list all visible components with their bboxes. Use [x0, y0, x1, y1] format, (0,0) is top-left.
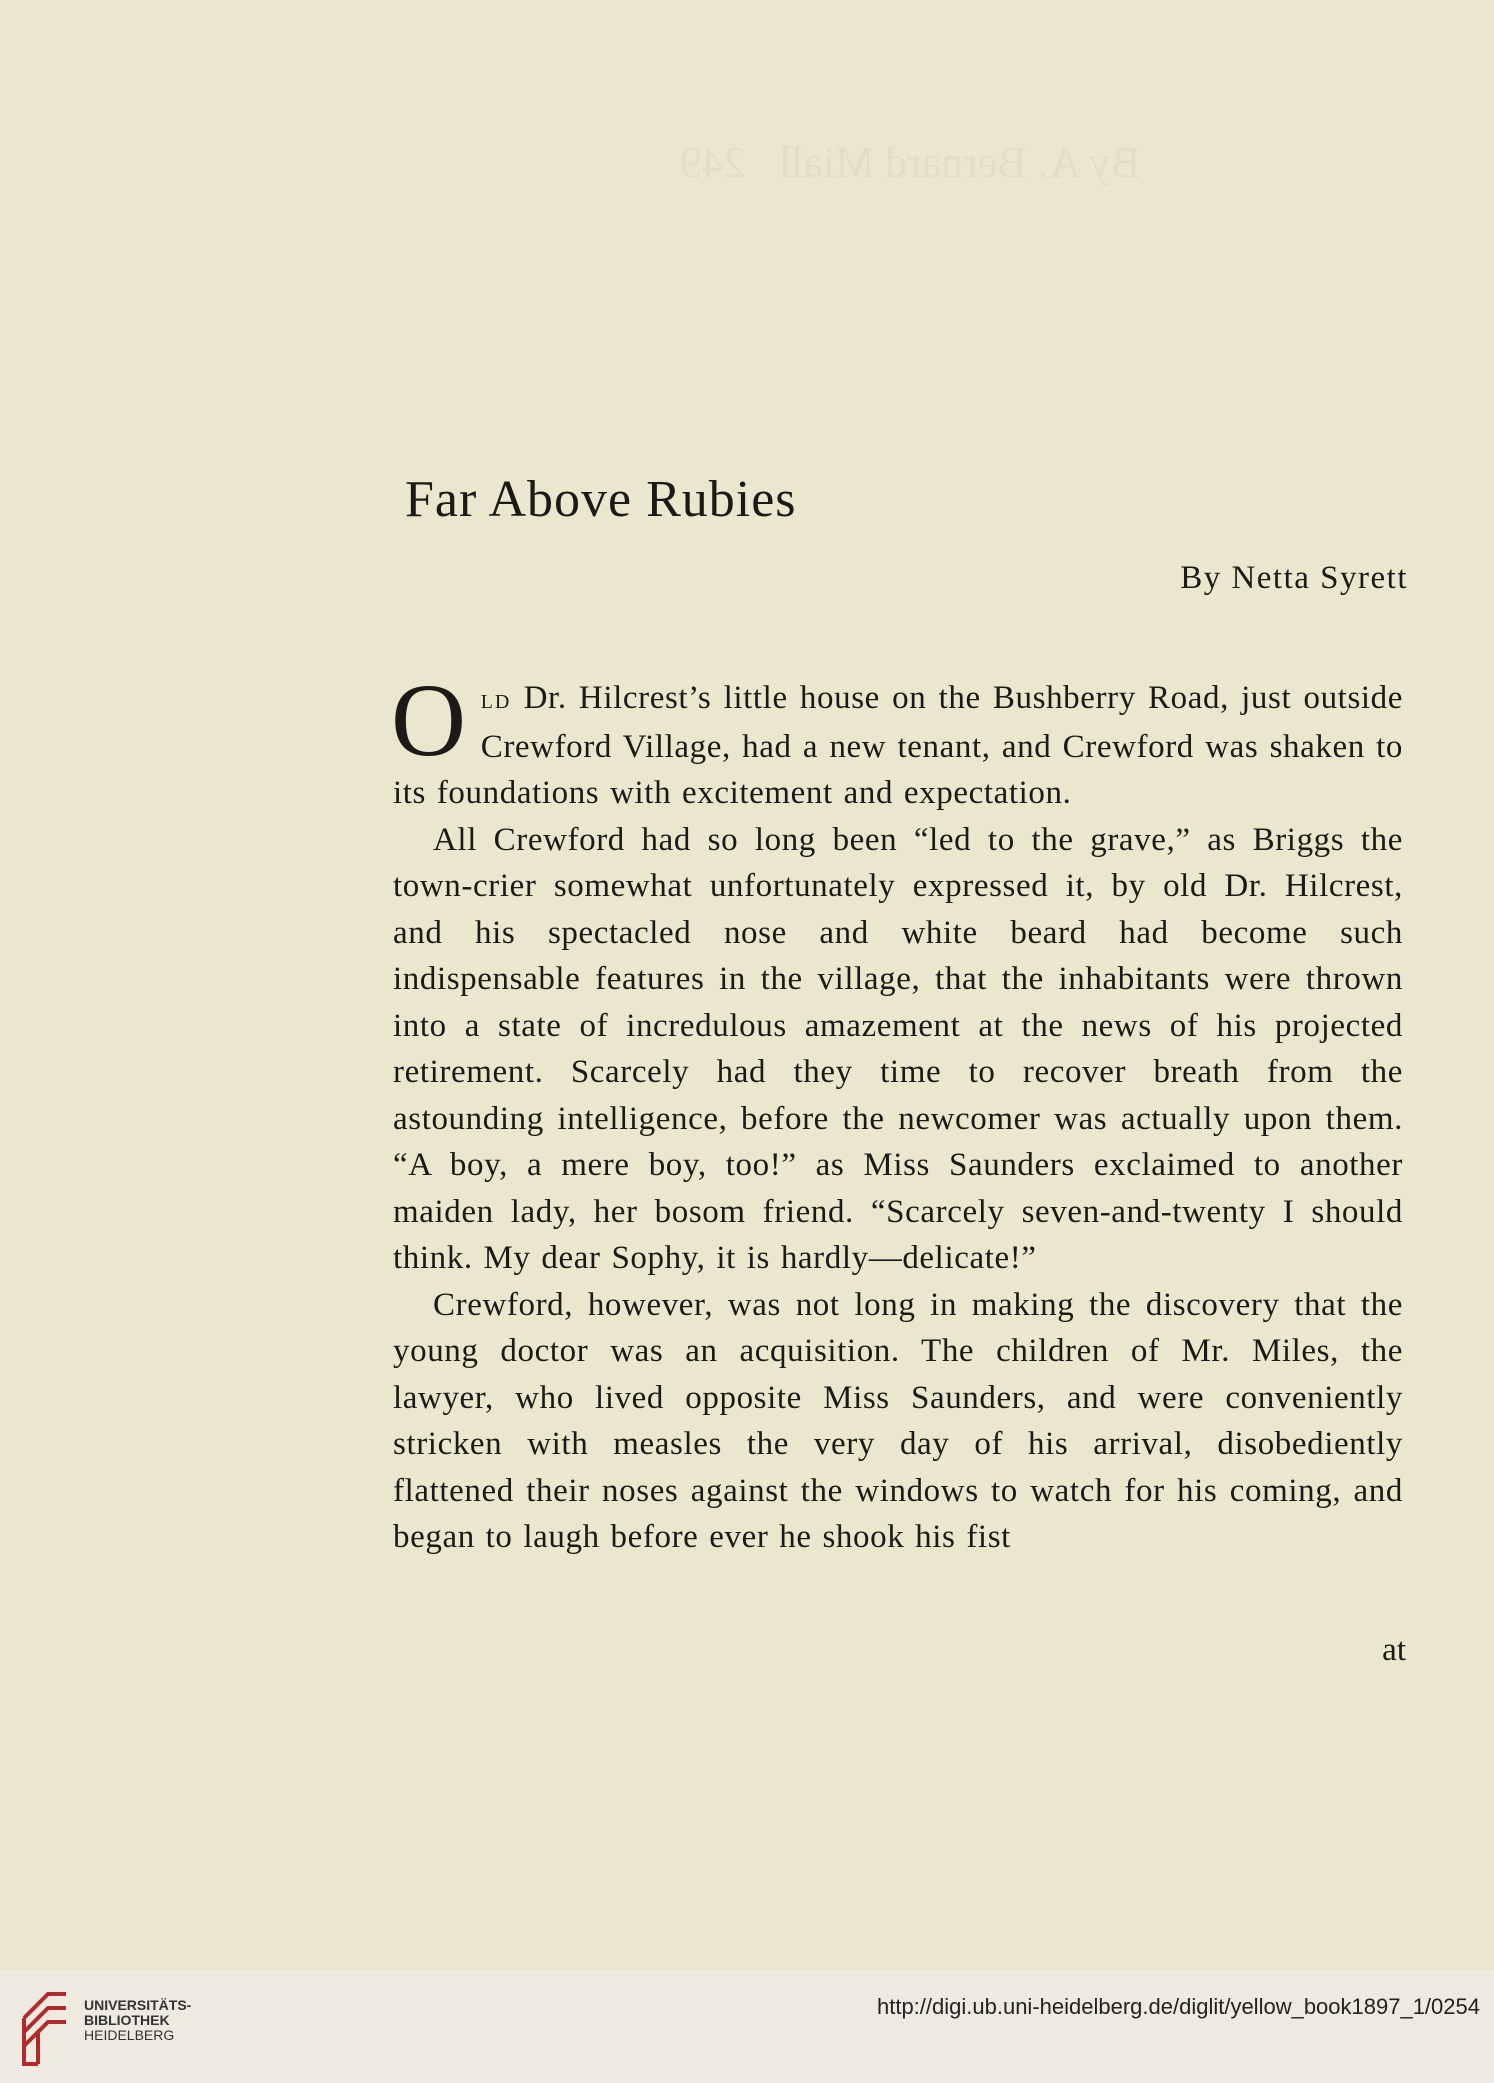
library-name-line1: UNIVERSITÄTS- [84, 1997, 192, 2013]
source-url-link[interactable]: http://digi.ub.uni-heidelberg.de/diglit/yellow_book1897_1/0254 [876, 1994, 1480, 2019]
library-name [84, 1998, 191, 2043]
footer-bar [0, 1970, 1494, 2083]
article-body [391, 663, 1403, 1561]
paragraph-2: All Crewford had so long been “led to the grave,” as Briggs the town-crier somewhat unfortunately expressed it, by old Dr. Hilcrest, and his spectacled nose and white beard had become such indispensable features in the village, that the inhabitants were thrown into a state of incredulous amazement at the news of his projected retirement. Scarcely had they time to recover breath from the astounding intelligence, before the newcomer was actually upon them. “A boy, a mere boy, too!” as Miss Saunders exclaimed to another maiden lady, her bosom friend. “Scarcely seven-and-twenty I should think. My dear Sophy, it is hardly—delicate!” [393, 821, 1403, 1276]
paragraph-1-text: Dr. Hilcrest’s little house on the Bushberry Road, just outside Crewford Village, had a new tenant, and Crewford was shaken to its foundations with excitement and expectation. [393, 680, 1403, 811]
show-through-text: By A. Bernard Miall 249 [679, 138, 1141, 187]
article-byline: By Netta Syrett [1180, 560, 1408, 596]
paragraph-1 [391, 663, 1403, 817]
first-word-rest: ld [480, 684, 512, 715]
library-logo-icon [18, 1988, 72, 2068]
library-name-line3: HEIDELBERG [84, 2027, 175, 2043]
paragraph-3: Crewford, however, was not long in making the discovery that the young doctor was an acquisition. The children of Mr. Miles, the lawyer, who lived opposite Miss Saunders, and were conveniently stricken with measles the very day of his arrival, disobediently flattened their noses against the windows to watch for his coming, and began to laugh before ever he shook his fist [393, 1286, 1403, 1555]
article-title: Far Above Rubies [405, 471, 797, 528]
drop-cap: O [391, 663, 467, 778]
catchword: at [1382, 1632, 1406, 1668]
library-name-line2: BIBLIOTHEK [84, 2012, 170, 2028]
